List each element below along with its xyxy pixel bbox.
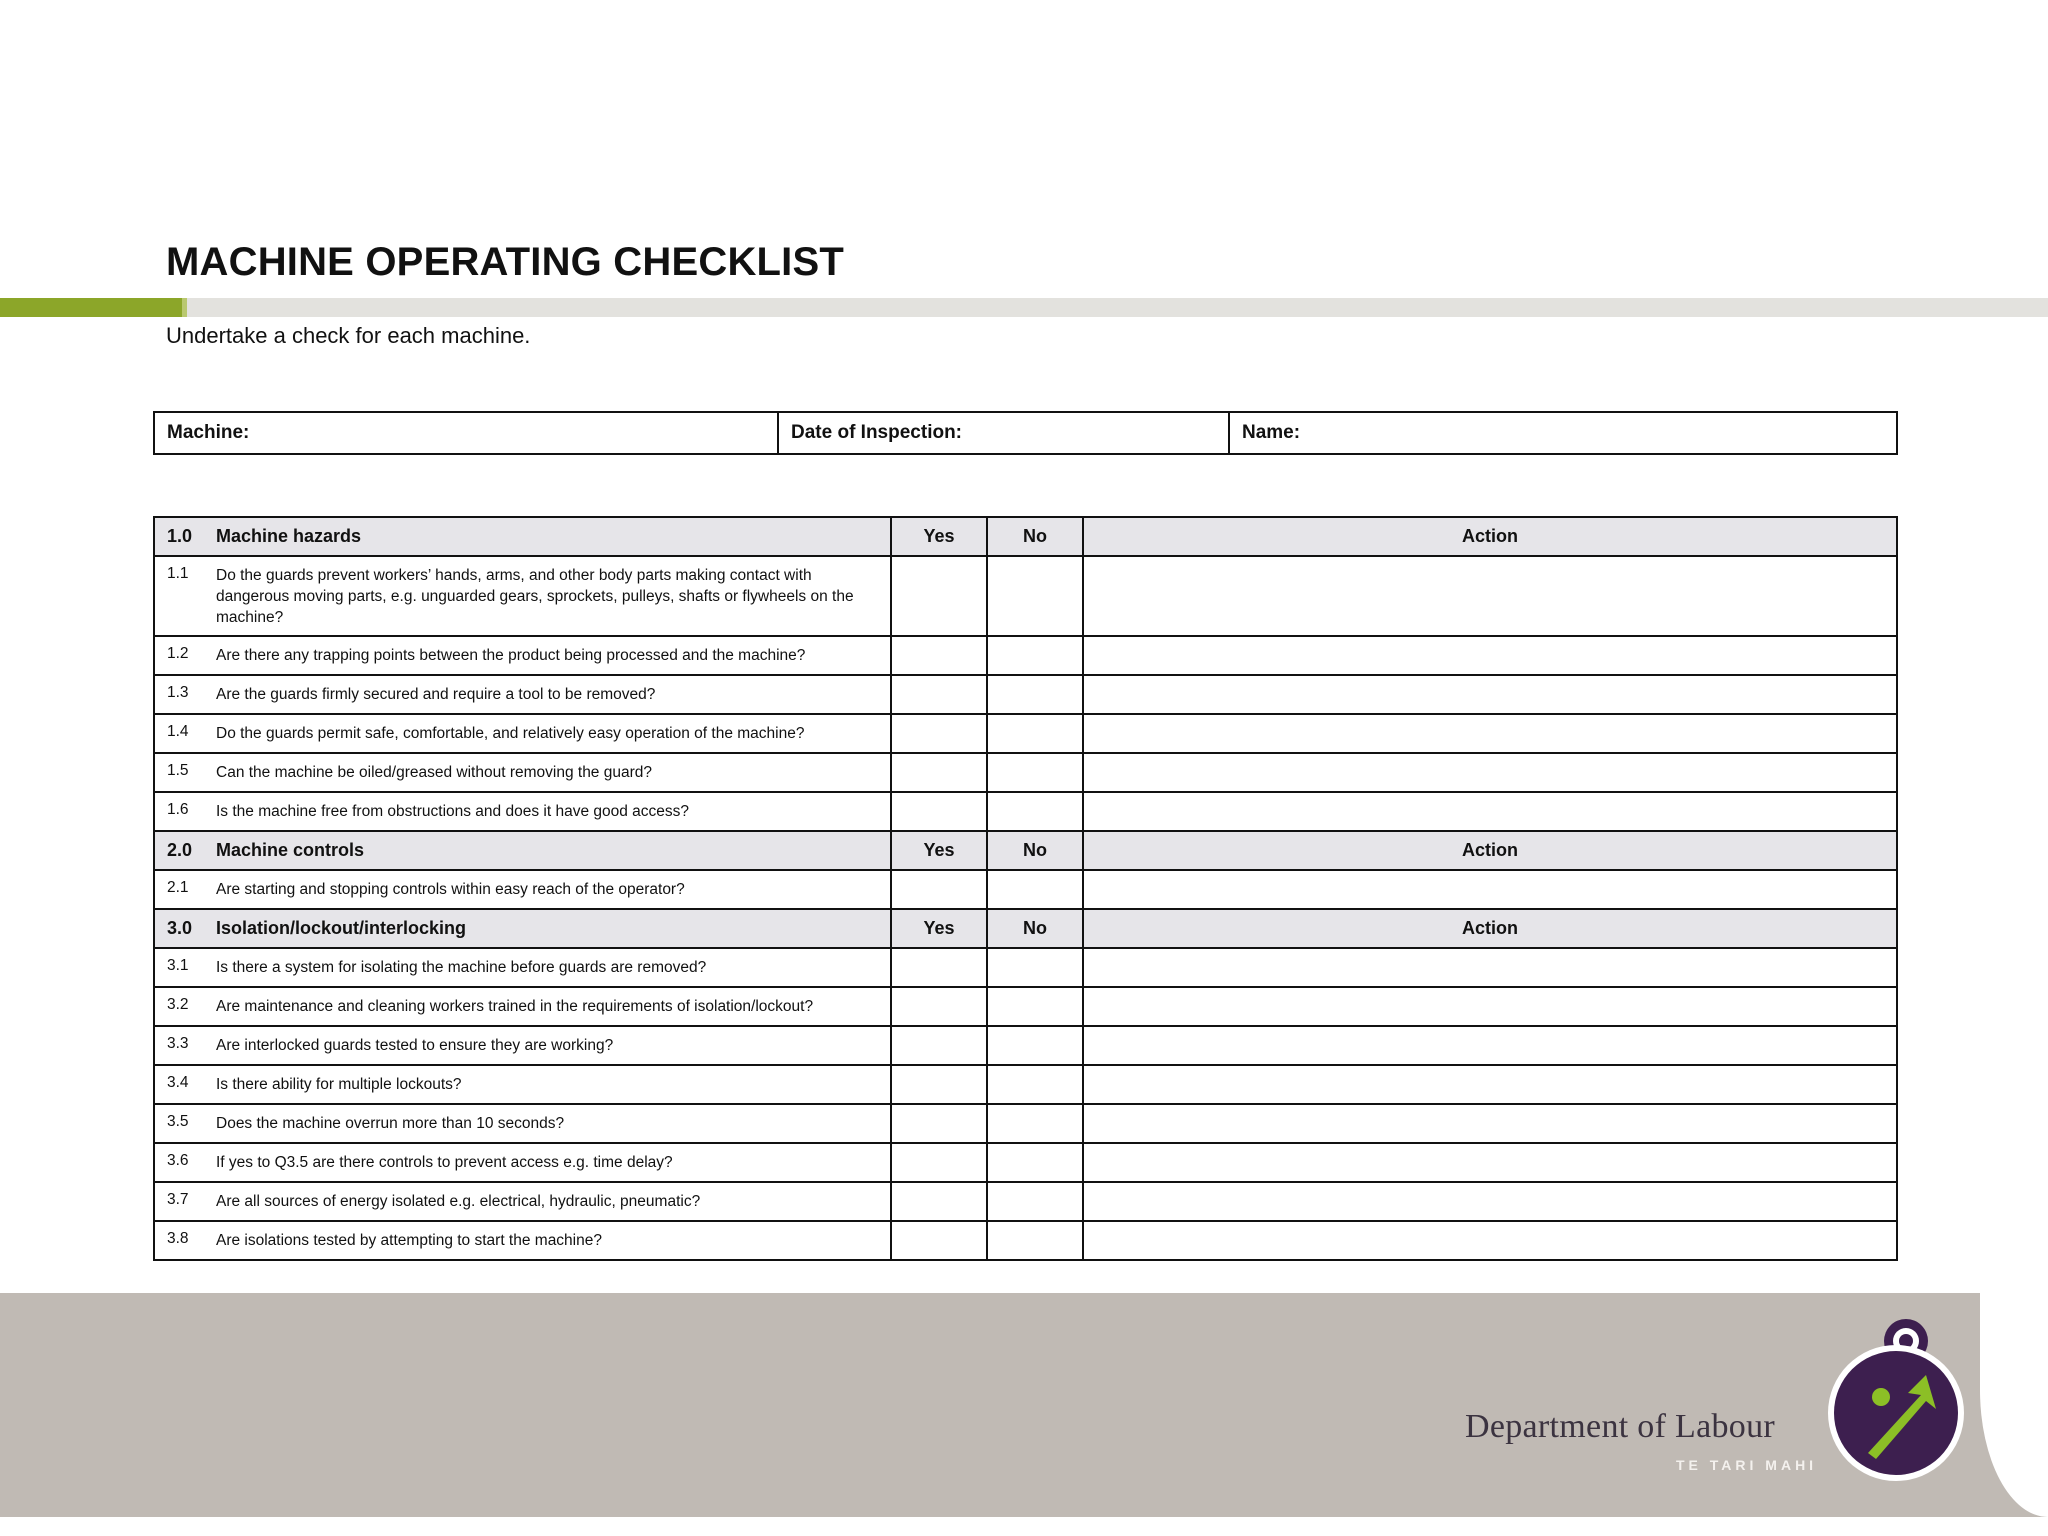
action-cell[interactable] bbox=[1083, 1104, 1897, 1143]
section-header-row bbox=[154, 909, 1897, 948]
section-title: Isolation/lockout/interlocking bbox=[216, 918, 467, 938]
no-column-header: No bbox=[987, 831, 1083, 870]
question-cell bbox=[154, 1221, 891, 1260]
action-cell[interactable] bbox=[1083, 948, 1897, 987]
section-number: 2.0 bbox=[167, 840, 193, 860]
section-title: Machine hazards bbox=[216, 526, 362, 546]
no-answer-cell[interactable] bbox=[987, 1143, 1083, 1182]
checklist-item-row bbox=[154, 1104, 1897, 1143]
section-header-row bbox=[154, 831, 1897, 870]
question-text: Is the machine free from obstructions and does it have good access? bbox=[216, 803, 690, 820]
no-answer-cell[interactable] bbox=[987, 675, 1083, 714]
yes-answer-cell[interactable] bbox=[891, 1143, 987, 1182]
yes-answer-cell[interactable] bbox=[891, 1182, 987, 1221]
no-answer-cell[interactable] bbox=[987, 636, 1083, 675]
action-cell[interactable] bbox=[1083, 556, 1897, 636]
no-column-header: No bbox=[987, 909, 1083, 948]
no-answer-cell[interactable] bbox=[987, 870, 1083, 909]
question-text: Are maintenance and cleaning workers trained in the requirements of isolation/lockout? bbox=[216, 998, 814, 1015]
yes-answer-cell[interactable] bbox=[891, 714, 987, 753]
question-number: 2.1 bbox=[167, 879, 189, 896]
yes-answer-cell[interactable] bbox=[891, 1026, 987, 1065]
title-rule bbox=[0, 298, 2048, 317]
yes-answer-cell[interactable] bbox=[891, 870, 987, 909]
checklist-item-row bbox=[154, 636, 1897, 675]
question-number: 3.2 bbox=[167, 996, 189, 1013]
checklist-item-row bbox=[154, 556, 1897, 636]
action-cell[interactable] bbox=[1083, 636, 1897, 675]
question-number: 3.3 bbox=[167, 1035, 189, 1052]
section-header-row bbox=[154, 517, 1897, 556]
question-cell bbox=[154, 675, 891, 714]
action-cell[interactable] bbox=[1083, 870, 1897, 909]
department-name: Department of Labour bbox=[1465, 1408, 1775, 1445]
no-answer-cell[interactable] bbox=[987, 948, 1083, 987]
action-cell[interactable] bbox=[1083, 753, 1897, 792]
question-number: 3.7 bbox=[167, 1191, 189, 1208]
question-number: 1.6 bbox=[167, 801, 189, 818]
action-cell[interactable] bbox=[1083, 1182, 1897, 1221]
no-answer-cell[interactable] bbox=[987, 753, 1083, 792]
checklist-item-row bbox=[154, 792, 1897, 831]
question-text: Are the guards firmly secured and require a tool to be removed? bbox=[216, 686, 656, 703]
question-number: 3.5 bbox=[167, 1113, 189, 1130]
machine-field[interactable] bbox=[154, 412, 778, 454]
page-title: MACHINE OPERATING CHECKLIST bbox=[166, 240, 844, 284]
section-number: 3.0 bbox=[167, 918, 193, 938]
no-answer-cell[interactable] bbox=[987, 1104, 1083, 1143]
question-cell bbox=[154, 1182, 891, 1221]
yes-answer-cell[interactable] bbox=[891, 636, 987, 675]
question-text: Are there any trapping points between the product being processed and the machine? bbox=[216, 647, 806, 664]
question-number: 3.8 bbox=[167, 1230, 189, 1247]
question-text: Are isolations tested by attempting to start the machine? bbox=[216, 1232, 602, 1249]
yes-answer-cell[interactable] bbox=[891, 948, 987, 987]
inspection-info-table bbox=[153, 411, 1898, 455]
question-text: Are all sources of energy isolated e.g. electrical, hydraulic, pneumatic? bbox=[216, 1193, 701, 1210]
section-heading-cell bbox=[154, 831, 891, 870]
name-field[interactable] bbox=[1229, 412, 1897, 454]
yes-column-header: Yes bbox=[891, 517, 987, 556]
question-cell bbox=[154, 1065, 891, 1104]
question-text: Do the guards permit safe, comfortable, and relatively easy operation of the machine? bbox=[216, 725, 805, 742]
action-column-header: Action bbox=[1083, 909, 1897, 948]
action-cell[interactable] bbox=[1083, 1143, 1897, 1182]
section-title: Machine controls bbox=[216, 840, 365, 860]
no-answer-cell[interactable] bbox=[987, 792, 1083, 831]
section-number: 1.0 bbox=[167, 526, 193, 546]
question-cell bbox=[154, 792, 891, 831]
checklist-item-row bbox=[154, 948, 1897, 987]
checklist-item-row bbox=[154, 675, 1897, 714]
no-answer-cell[interactable] bbox=[987, 1026, 1083, 1065]
no-answer-cell[interactable] bbox=[987, 987, 1083, 1026]
action-cell[interactable] bbox=[1083, 987, 1897, 1026]
question-text: Do the guards prevent workers’ hands, arms, and other body parts making contact with dangerous moving parts, e.g. unguarded gears, sprockets, pulleys, shafts or flywheels on the machine? bbox=[216, 566, 854, 626]
question-cell bbox=[154, 870, 891, 909]
checklist-item-row bbox=[154, 714, 1897, 753]
question-cell bbox=[154, 1104, 891, 1143]
question-number: 1.2 bbox=[167, 645, 189, 662]
question-text: Is there ability for multiple lockouts? bbox=[216, 1076, 462, 1093]
question-text: Is there a system for isolating the machine before guards are removed? bbox=[216, 959, 707, 976]
date-label: Date of Inspection: bbox=[791, 422, 963, 443]
section-heading-cell bbox=[154, 909, 891, 948]
name-label: Name: bbox=[1242, 422, 1301, 443]
question-number: 1.4 bbox=[167, 723, 189, 740]
yes-column-header: Yes bbox=[891, 909, 987, 948]
question-cell bbox=[154, 1026, 891, 1065]
question-text: Does the machine overrun more than 10 seconds? bbox=[216, 1115, 565, 1132]
no-answer-cell[interactable] bbox=[987, 714, 1083, 753]
checklist-item-row bbox=[154, 1221, 1897, 1260]
no-column-header: No bbox=[987, 517, 1083, 556]
checklist-item-row bbox=[154, 753, 1897, 792]
title-rule-accent bbox=[0, 298, 182, 317]
department-of-labour-logo-icon bbox=[1826, 1313, 1976, 1483]
action-column-header: Action bbox=[1083, 517, 1897, 556]
action-cell[interactable] bbox=[1083, 1221, 1897, 1260]
question-cell bbox=[154, 1143, 891, 1182]
no-answer-cell[interactable] bbox=[987, 1221, 1083, 1260]
action-cell[interactable] bbox=[1083, 675, 1897, 714]
question-cell bbox=[154, 636, 891, 675]
checklist-item-row bbox=[154, 1065, 1897, 1104]
checklist-table bbox=[153, 516, 1898, 1261]
question-number: 1.5 bbox=[167, 762, 189, 779]
no-answer-cell[interactable] bbox=[987, 556, 1083, 636]
action-column-header: Action bbox=[1083, 831, 1897, 870]
question-text: If yes to Q3.5 are there controls to prevent access e.g. time delay? bbox=[216, 1154, 673, 1171]
checklist-item-row bbox=[154, 987, 1897, 1026]
checklist-item-row bbox=[154, 1182, 1897, 1221]
footer-curve bbox=[1980, 1293, 2048, 1517]
no-answer-cell[interactable] bbox=[987, 1182, 1083, 1221]
department-maori-name: TE TARI MAHI bbox=[1676, 1457, 1818, 1473]
yes-answer-cell[interactable] bbox=[891, 1104, 987, 1143]
checklist-item-row bbox=[154, 1143, 1897, 1182]
instruction-text: Undertake a check for each machine. bbox=[166, 323, 531, 348]
yes-answer-cell[interactable] bbox=[891, 753, 987, 792]
action-cell[interactable] bbox=[1083, 714, 1897, 753]
action-cell[interactable] bbox=[1083, 1065, 1897, 1104]
footer-band bbox=[0, 1293, 2048, 1517]
question-number: 3.4 bbox=[167, 1074, 189, 1091]
checklist-item-row bbox=[154, 870, 1897, 909]
action-cell[interactable] bbox=[1083, 1026, 1897, 1065]
yes-answer-cell[interactable] bbox=[891, 556, 987, 636]
checklist-body bbox=[154, 517, 1897, 1260]
yes-column-header: Yes bbox=[891, 831, 987, 870]
question-text: Are starting and stopping controls within easy reach of the operator? bbox=[216, 881, 685, 898]
date-of-inspection-field[interactable] bbox=[778, 412, 1229, 454]
yes-answer-cell[interactable] bbox=[891, 1221, 987, 1260]
checklist-item-row bbox=[154, 1026, 1897, 1065]
question-cell bbox=[154, 753, 891, 792]
yes-answer-cell[interactable] bbox=[891, 1065, 987, 1104]
question-cell bbox=[154, 556, 891, 636]
question-cell bbox=[154, 714, 891, 753]
section-heading-cell bbox=[154, 517, 891, 556]
yes-answer-cell[interactable] bbox=[891, 987, 987, 1026]
question-text: Can the machine be oiled/greased without removing the guard? bbox=[216, 764, 652, 781]
question-number: 1.3 bbox=[167, 684, 189, 701]
machine-label: Machine: bbox=[167, 422, 250, 443]
yes-answer-cell[interactable] bbox=[891, 675, 987, 714]
question-text: Are interlocked guards tested to ensure they are working? bbox=[216, 1037, 614, 1054]
question-cell bbox=[154, 948, 891, 987]
question-number: 3.1 bbox=[167, 957, 189, 974]
question-number: 1.1 bbox=[167, 564, 189, 582]
no-answer-cell[interactable] bbox=[987, 1065, 1083, 1104]
title-rule-accent-edge bbox=[182, 298, 187, 317]
question-cell bbox=[154, 987, 891, 1026]
action-cell[interactable] bbox=[1083, 792, 1897, 831]
yes-answer-cell[interactable] bbox=[891, 792, 987, 831]
question-number: 3.6 bbox=[167, 1152, 189, 1169]
